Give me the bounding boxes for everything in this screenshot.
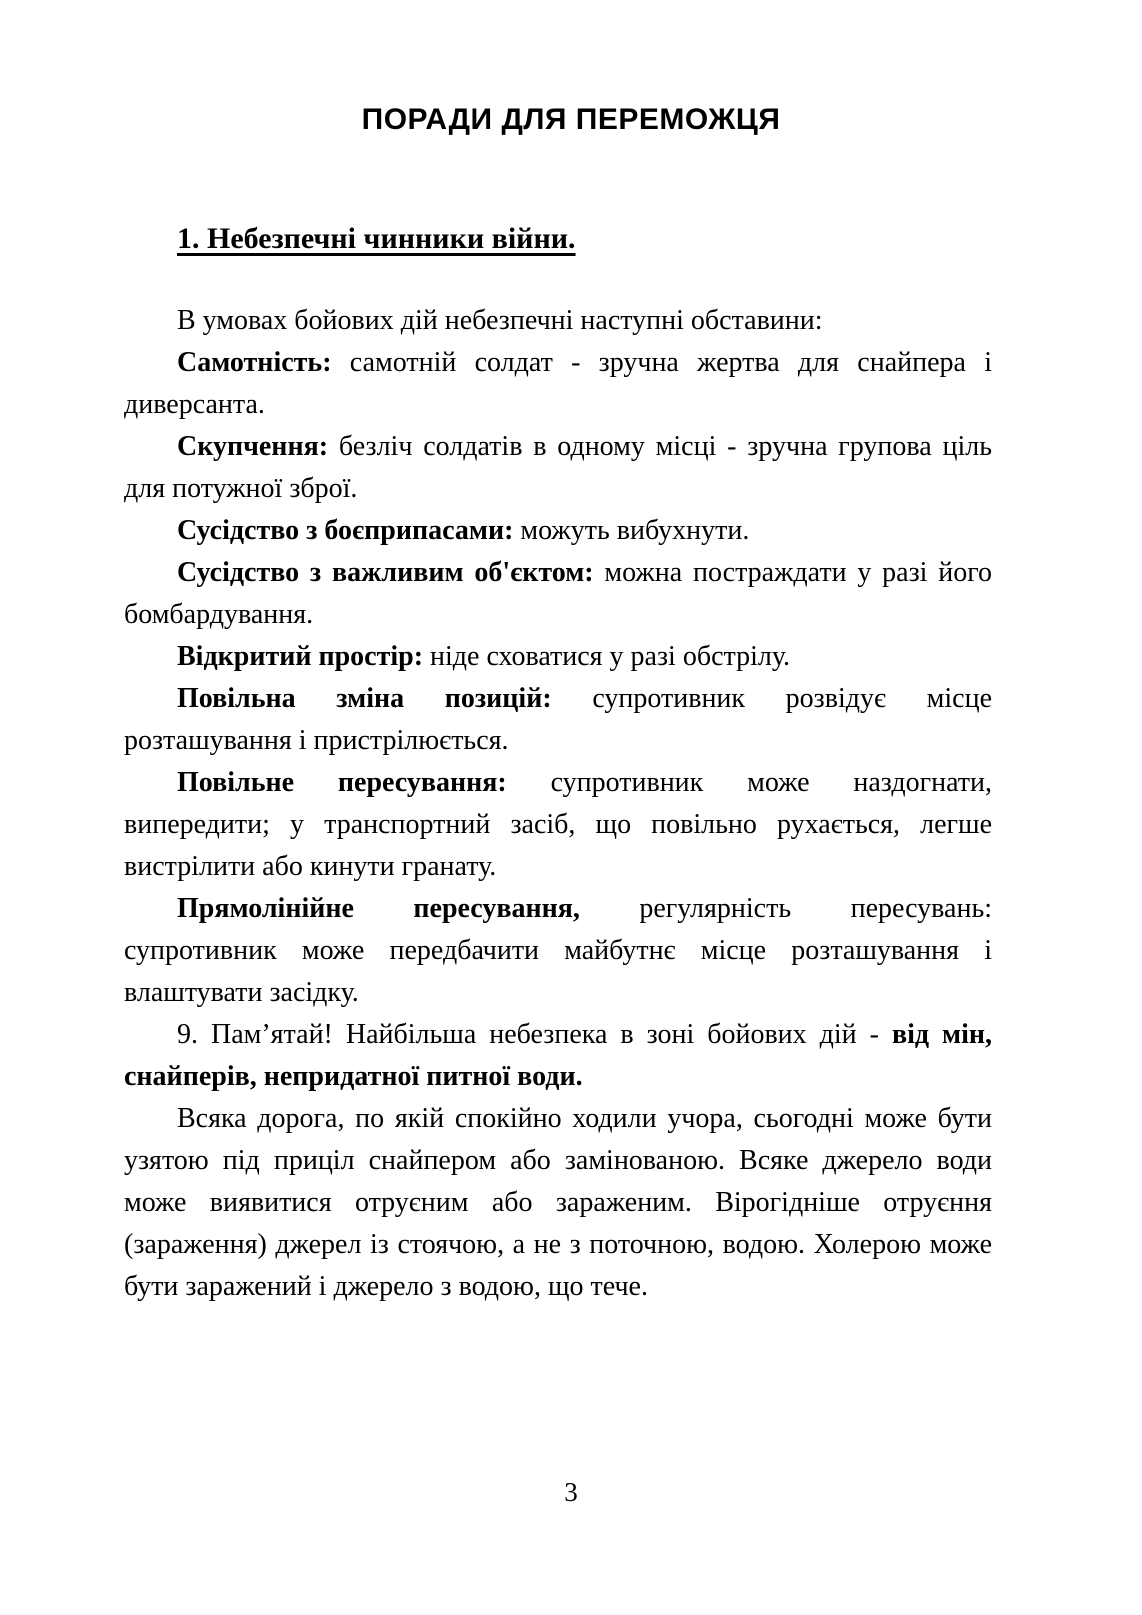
intro-paragraph xyxy=(124,300,992,342)
list-item-2-text: безліч солдатів в одному місці - зручна групова ціль для потужної зброї. xyxy=(124,431,992,505)
list-item-9-emphasis: від мін, снайперів, непридатної питної води. xyxy=(124,1019,992,1093)
list-item-7 xyxy=(124,762,992,888)
list-item-8 xyxy=(124,888,992,1014)
list-item-9 xyxy=(124,1014,992,1098)
document-body xyxy=(124,221,992,1308)
list-item-7-text: супротивник може наздогнати, випередити; у транспортний засіб, що повільно рухається, легше вистрілити або кинути гранату. xyxy=(124,767,992,883)
list-item-9-lead: 9. Пам’ятай! Найбільша небезпека в зоні бойових дій - xyxy=(177,1019,892,1051)
list-item-3-term: Сусідство з боєприпасами: xyxy=(177,515,514,547)
list-item-8-term: Прямолінійне пересування, xyxy=(177,893,580,925)
list-item-6-term: Повільна зміна позицій: xyxy=(177,683,552,715)
intro-text: В умовах бойових дій небезпечні наступні обставини: xyxy=(177,305,823,337)
section-heading xyxy=(124,221,992,256)
list-item-5 xyxy=(124,636,992,678)
page-number: 3 xyxy=(564,1477,578,1507)
list-item-7-term: Повільне пересування: xyxy=(177,767,507,799)
list-item-8-text: регулярність пересувань: супротивник може передбачити майбутнє місце розташування і влаштувати засідку. xyxy=(124,893,992,1009)
list-item-6-text: супротивник розвідує місце розташування і пристрілюється. xyxy=(124,683,992,757)
list-item-5-text: ніде сховатися у разі обстрілу. xyxy=(423,641,791,673)
section-heading-text: 1. Небезпечні чинники війни. xyxy=(177,222,576,255)
list-item-6 xyxy=(124,678,992,762)
list-item-3-text: можуть вибухнути. xyxy=(513,515,750,547)
list-item-4-text: можна постраждати у разі його бомбардування. xyxy=(124,557,992,631)
list-item-2-term: Скупчення: xyxy=(177,431,329,463)
list-item-2 xyxy=(124,426,992,510)
list-item-1-text: самотній солдат - зручна жертва для снайпера і диверсанта. xyxy=(124,347,992,421)
closing-text: Всяка дорога, по якій спокійно ходили учора, сьогодні може бути узятою під приціл снайпером або замінованою. Всяке джерело води може виявитися отруєним або зараженим. Вірогідніше отруєння (зараження) джерел із стоячою, а не з поточною, водою. Холерою може бути заражений і джерело з водою, що тече. xyxy=(124,1103,992,1303)
list-item-4 xyxy=(124,552,992,636)
page-title: ПОРАДИ ДЛЯ ПЕРЕМОЖЦЯ xyxy=(361,103,781,136)
closing-paragraph xyxy=(124,1098,992,1308)
list-item-1-term: Самотність: xyxy=(177,347,332,379)
list-item-4-term: Сусідство з важливим об'єктом: xyxy=(177,557,594,589)
list-item-1 xyxy=(124,342,992,426)
list-item-3 xyxy=(124,510,992,552)
list-item-5-term: Відкритий простір: xyxy=(177,641,424,673)
